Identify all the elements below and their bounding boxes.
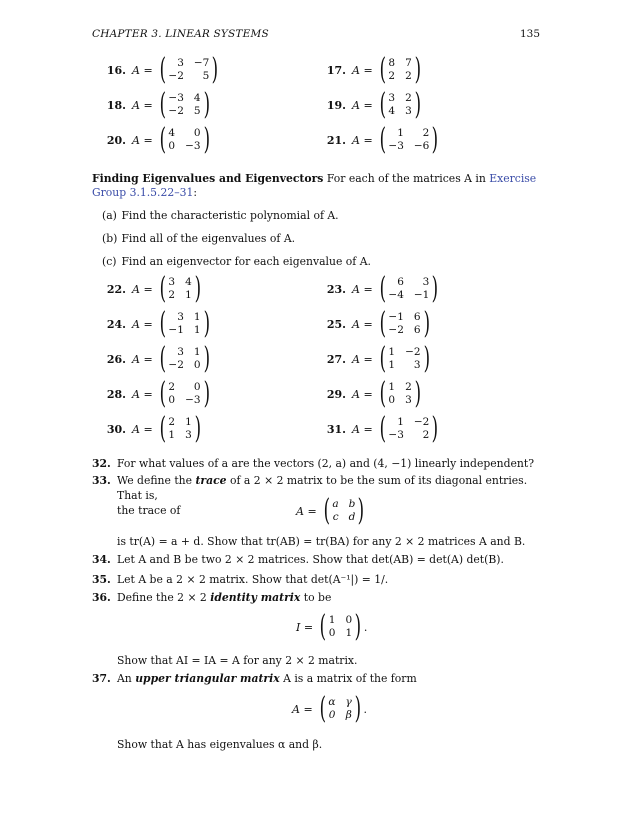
matrix: ( 8 7 2 2 ) xyxy=(379,52,421,87)
matrix-entry: c xyxy=(332,511,339,523)
matrix-entry: −3 xyxy=(185,140,201,152)
exercise-number: 34. xyxy=(92,553,111,566)
matrix-entry: 0 xyxy=(193,381,201,393)
matrix-entry: −1 xyxy=(388,311,404,323)
matrix-problem xyxy=(320,122,441,157)
matrix-lhs: A = xyxy=(292,702,313,716)
matrix-lhs: A = xyxy=(132,63,153,77)
matrix-36 xyxy=(296,609,368,644)
matrix-entry: 3 xyxy=(168,276,176,288)
task-label: (c) xyxy=(102,255,117,268)
matrix-lhs: A = xyxy=(132,422,153,436)
matrix-entry: 2 xyxy=(168,289,176,301)
matrix: ( α γ 0 β ) xyxy=(319,691,361,726)
problem-number: 27. xyxy=(326,352,346,366)
matrix-lhs: A = xyxy=(132,352,153,366)
matrix-entry: −2 xyxy=(405,346,421,358)
matrix-entry: 4 xyxy=(388,105,396,117)
matrix-entry: 1 xyxy=(388,346,396,358)
defined-term: trace xyxy=(195,474,227,487)
matrix: ( 3 1 −2 0 ) xyxy=(159,341,210,376)
matrix-lhs: A = xyxy=(352,98,373,112)
matrix-entry: 2 xyxy=(422,429,430,441)
matrix-entry: −7 xyxy=(193,57,210,69)
section-title: Finding Eigenvalues and Eigenvectors xyxy=(92,172,324,185)
page-number: 135 xyxy=(520,28,541,40)
problem-number: 31. xyxy=(326,422,346,436)
matrix: ( 1 2 0 3 ) xyxy=(379,376,421,411)
matrix-entry: b xyxy=(348,498,356,510)
matrix-entry: −2 xyxy=(168,70,184,82)
matrix-entry: 1 xyxy=(328,614,336,626)
matrix-entry: 1 xyxy=(185,289,192,301)
matrix-entry: 2 xyxy=(405,92,412,104)
matrix-entry: 1 xyxy=(193,311,201,323)
section-colon: : xyxy=(193,186,198,199)
matrix-period: . xyxy=(363,702,367,716)
matrix: ( 3 4 2 1 ) xyxy=(159,271,201,306)
matrix: ( 2 1 1 3 ) xyxy=(159,411,201,446)
matrix-problem xyxy=(320,87,423,122)
matrix-period: . xyxy=(363,620,368,634)
text-part: An xyxy=(117,672,136,685)
section-intro: For each of the matrices A in xyxy=(326,172,486,185)
matrix-entry: 2 xyxy=(388,70,396,82)
matrix-entry: −3 xyxy=(388,140,404,152)
matrix-entry: 1 xyxy=(345,627,353,639)
matrix-entry: −6 xyxy=(413,140,430,152)
matrix-entry: −1 xyxy=(413,289,430,301)
text-part: the trace of xyxy=(117,504,181,517)
matrix-entry: −1 xyxy=(168,324,184,336)
matrix-problem xyxy=(320,271,441,306)
exercise-text: is tr(A) = a + d. Show that tr(AB) = tr(BA) for any 2 × 2 matrices A and B. xyxy=(117,535,526,548)
matrix: ( 1 −2 −3 2 ) xyxy=(379,411,439,446)
matrix: ( 3 1 −1 1 ) xyxy=(159,306,210,341)
problem-number: 25. xyxy=(326,317,346,331)
matrix-problem xyxy=(100,376,212,411)
matrix: ( −3 4 −2 5 ) xyxy=(159,87,210,122)
exercise-number: 36. xyxy=(92,591,111,604)
matrix-entry: −2 xyxy=(413,416,430,428)
matrix-lhs: A = xyxy=(296,504,317,518)
matrix-entry: α xyxy=(328,696,336,708)
problem-number: 19. xyxy=(326,98,346,112)
exercise-number: 33. xyxy=(92,474,111,487)
matrix-entry: 7 xyxy=(405,57,412,69)
task-a xyxy=(102,209,339,222)
matrix-problem xyxy=(320,52,423,87)
section-paragraph xyxy=(92,172,542,200)
matrix-entry: −3 xyxy=(388,429,404,441)
matrix-37 xyxy=(292,691,367,726)
problem-number: 24. xyxy=(106,317,126,331)
matrix-entry: 0 xyxy=(193,127,201,139)
matrix-lhs: I = xyxy=(296,620,314,634)
matrix-problem xyxy=(320,306,432,341)
matrix-entry: 1 xyxy=(168,429,176,441)
matrix-lhs: A = xyxy=(352,63,373,77)
matrix-entry: 1 xyxy=(185,416,192,428)
task-text: Find all of the eigenvalues of A. xyxy=(121,232,296,245)
problem-number: 21. xyxy=(326,133,346,147)
problem-number: 18. xyxy=(106,98,126,112)
matrix-entry: 0 xyxy=(328,709,336,721)
task-c xyxy=(102,255,371,268)
matrix-problem xyxy=(100,341,212,376)
matrix-entry: 6 xyxy=(413,324,421,336)
matrix-problem xyxy=(100,411,203,446)
matrix-problem xyxy=(320,376,423,411)
matrix-entry: 4 xyxy=(185,276,192,288)
matrix-entry: −2 xyxy=(388,324,404,336)
matrix-entry: 0 xyxy=(193,359,201,371)
matrix-entry: 1 xyxy=(397,416,404,428)
matrix: ( 1 2 −3 −6 ) xyxy=(379,122,439,157)
matrix-lhs: A = xyxy=(352,282,373,296)
exercise-text xyxy=(117,590,537,605)
exercise-text: For what values of a are the vectors (2, a) and (4, −1) linearly independent? xyxy=(117,457,534,470)
matrix-entry: 3 xyxy=(185,429,192,441)
matrix-entry: 3 xyxy=(177,57,184,69)
matrix: ( 1 −2 1 3 ) xyxy=(379,341,430,376)
problem-number: 17. xyxy=(326,63,346,77)
matrix: ( a b c d ) xyxy=(323,493,365,528)
matrix-lhs: A = xyxy=(352,317,373,331)
matrix-33 xyxy=(296,493,367,528)
matrix-entry: −3 xyxy=(168,92,184,104)
matrix-entry: 3 xyxy=(422,276,430,288)
exercise-text: Let A be a 2 × 2 matrix. Show that det(A⁻¹|) = 1/. xyxy=(117,573,389,586)
matrix-entry: −2 xyxy=(168,105,184,117)
problem-number: 30. xyxy=(106,422,126,436)
exercise-text: Show that A has eigenvalues α and β. xyxy=(117,738,323,751)
matrix-entry: 0 xyxy=(388,394,396,406)
task-label: (b) xyxy=(102,232,118,245)
matrix-problem xyxy=(100,52,221,87)
matrix-entry: 3 xyxy=(177,346,184,358)
matrix-entry: 1 xyxy=(388,359,396,371)
matrix-lhs: A = xyxy=(132,98,153,112)
matrix-entry: 5 xyxy=(193,105,201,117)
matrix-entry: 3 xyxy=(177,311,184,323)
exercise-text xyxy=(117,671,537,686)
matrix-entry: 1 xyxy=(193,346,201,358)
matrix-entry: 2 xyxy=(405,70,412,82)
problem-number: 23. xyxy=(326,282,346,296)
matrix-entry: −2 xyxy=(168,359,184,371)
matrix: ( 4 0 0 −3 ) xyxy=(159,122,210,157)
task-label: (a) xyxy=(102,209,117,222)
defined-term: identity matrix xyxy=(210,591,301,604)
matrix-entry: 8 xyxy=(388,57,396,69)
defined-term: upper triangular matrix xyxy=(135,672,280,685)
matrix-entry: 3 xyxy=(405,105,412,117)
matrix-problem xyxy=(320,341,432,376)
matrix-problem xyxy=(100,122,212,157)
matrix-entry: 0 xyxy=(328,627,336,639)
matrix-problem xyxy=(100,271,203,306)
matrix-entry: 0 xyxy=(168,140,176,152)
matrix-problem xyxy=(100,87,212,122)
matrix-entry: a xyxy=(332,498,339,510)
matrix-entry: 4 xyxy=(193,92,201,104)
matrix-entry: 3 xyxy=(388,92,396,104)
matrix: ( 6 3 −4 −1 ) xyxy=(379,271,439,306)
matrix-entry: −3 xyxy=(185,394,201,406)
matrix-entry: 0 xyxy=(345,614,353,626)
matrix-entry: 1 xyxy=(193,324,201,336)
matrix: ( 2 0 0 −3 ) xyxy=(159,376,210,411)
exercise-number: 37. xyxy=(92,672,111,685)
task-b xyxy=(102,232,295,245)
exercise-group-link[interactable]: Exercise Group 3.1.5.22–31 xyxy=(92,172,537,199)
text-part: A is a matrix of the form xyxy=(279,672,417,685)
matrix-entry: 4 xyxy=(168,127,176,139)
matrix-entry: 2 xyxy=(405,381,412,393)
problem-number: 20. xyxy=(106,133,126,147)
matrix-entry: γ xyxy=(345,696,352,708)
exercise-number: 32. xyxy=(92,457,111,470)
matrix-entry: 0 xyxy=(168,394,176,406)
exercise-text: Let A and B be two 2 × 2 matrices. Show that det(AB) = det(A) det(B). xyxy=(117,553,504,566)
matrix-entry: 1 xyxy=(388,381,396,393)
task-text: Find the characteristic polynomial of A. xyxy=(121,209,339,222)
matrix-lhs: A = xyxy=(132,317,153,331)
problem-number: 26. xyxy=(106,352,126,366)
text-part: to be xyxy=(300,591,332,604)
matrix-lhs: A = xyxy=(352,133,373,147)
matrix-entry: 2 xyxy=(422,127,430,139)
matrix-entry: 1 xyxy=(397,127,404,139)
matrix-problem xyxy=(320,411,441,446)
matrix-entry: 6 xyxy=(413,311,421,323)
matrix-lhs: A = xyxy=(352,422,373,436)
problem-number: 29. xyxy=(326,387,346,401)
text-part: Define the 2 × 2 xyxy=(117,591,211,604)
exercise-text: Show that AI = IA = A for any 2 × 2 matrix. xyxy=(117,654,358,667)
running-header-chapter: CHAPTER 3. LINEAR SYSTEMS xyxy=(92,28,269,40)
matrix-lhs: A = xyxy=(132,133,153,147)
matrix-entry: 2 xyxy=(168,381,176,393)
matrix: ( −1 6 −2 6 ) xyxy=(379,306,430,341)
matrix-problem xyxy=(100,306,212,341)
matrix-entry: 2 xyxy=(168,416,176,428)
matrix-entry: β xyxy=(345,709,352,721)
matrix: ( 1 0 0 1 ) xyxy=(319,609,362,644)
matrix-entry: d xyxy=(348,511,356,523)
matrix-entry: 3 xyxy=(413,359,421,371)
matrix-lhs: A = xyxy=(132,387,153,401)
problem-number: 28. xyxy=(106,387,126,401)
matrix: ( 3 −7 −2 5 ) xyxy=(159,52,219,87)
matrix-entry: −4 xyxy=(388,289,404,301)
matrix-entry: 5 xyxy=(202,70,210,82)
task-text: Find an eigenvector for each eigenvalue of A. xyxy=(121,255,371,268)
exercise-number: 35. xyxy=(92,573,111,586)
matrix-lhs: A = xyxy=(352,387,373,401)
text-part: We define the xyxy=(117,474,196,487)
text-part: of a 2 × 2 matrix to be the sum of its diagonal entries. That is, xyxy=(117,474,528,502)
matrix-lhs: A = xyxy=(132,282,153,296)
problem-number: 22. xyxy=(106,282,126,296)
matrix-entry: 6 xyxy=(397,276,404,288)
matrix: ( 3 2 4 3 ) xyxy=(379,87,421,122)
matrix-entry: 3 xyxy=(405,394,412,406)
matrix-lhs: A = xyxy=(352,352,373,366)
problem-number: 16. xyxy=(106,63,126,77)
